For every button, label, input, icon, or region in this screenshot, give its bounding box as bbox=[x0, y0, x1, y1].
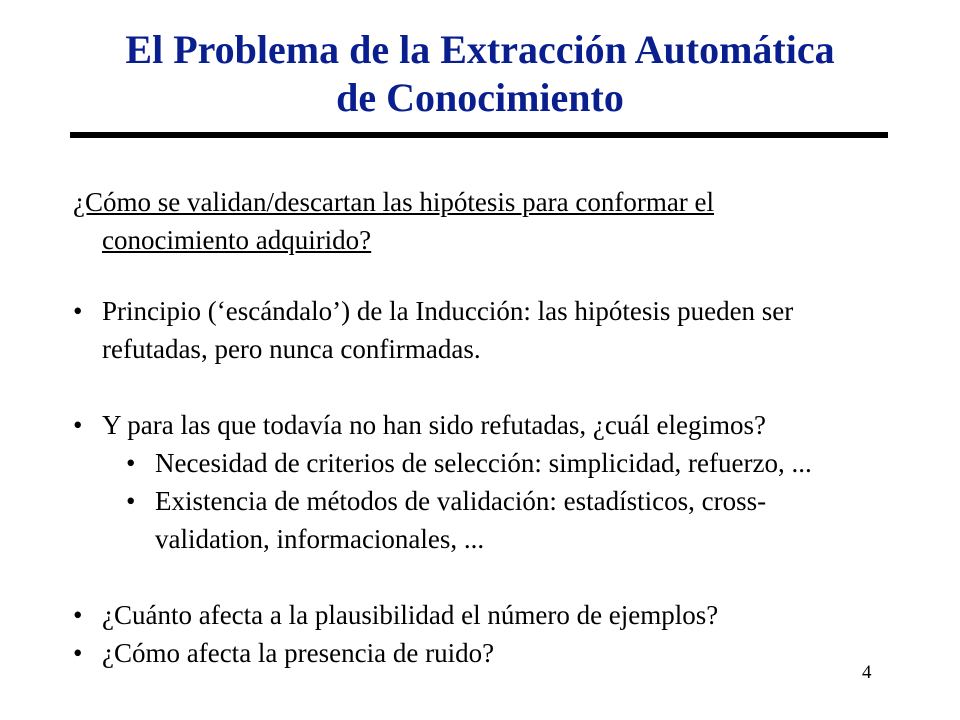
title-divider bbox=[70, 132, 888, 138]
sub-bullet-text bbox=[155, 482, 935, 558]
bullet-dot: • bbox=[73, 600, 83, 630]
sub-bullet-text: Necesidad de criterios de selección: simplicidad, refuerzo, ... bbox=[155, 448, 812, 478]
bullet-text bbox=[102, 292, 922, 368]
sub-bullet-item bbox=[126, 444, 935, 482]
bullet-dot: • bbox=[73, 410, 83, 440]
bullet-text: ¿Cómo afecta la presencia de ruido? bbox=[102, 638, 495, 668]
bullet-text: ¿Cuánto afecta a la plausibilidad el número de ejemplos? bbox=[102, 600, 719, 630]
bullet-line: refutadas, pero nunca confirmadas. bbox=[102, 334, 481, 364]
bullet-line: validation, informacionales, ... bbox=[155, 524, 485, 554]
slide-title bbox=[0, 26, 960, 122]
bullet-dot: • bbox=[73, 638, 83, 668]
page-number: 4 bbox=[862, 662, 872, 683]
bullet-dot: • bbox=[126, 486, 136, 516]
question-heading bbox=[73, 183, 873, 259]
title-line-1: El Problema de la Extracción Automática bbox=[125, 27, 835, 72]
bullet-text: Y para las que todavía no han sido refutadas, ¿cuál elegimos? bbox=[102, 410, 767, 440]
bullet-item bbox=[73, 596, 922, 634]
question-line-2: conocimiento adquirido? bbox=[102, 225, 372, 255]
bullet-dot: • bbox=[73, 296, 83, 326]
title-line-2: de Conocimiento bbox=[336, 75, 624, 120]
bullet-line: Existencia de métodos de validación: estadísticos, cross- bbox=[155, 486, 767, 516]
bullet-line: Principio (‘escándalo’) de la Inducción: las hipótesis pueden ser bbox=[102, 296, 794, 326]
bullet-item bbox=[73, 406, 922, 444]
bullet-item bbox=[73, 292, 922, 368]
sub-bullet-item bbox=[126, 482, 935, 558]
bullet-dot: • bbox=[126, 448, 136, 478]
question-line-1: ¿Cómo se validan/descartan las hipótesis para conformar el bbox=[73, 187, 715, 217]
bullet-item bbox=[73, 634, 922, 672]
